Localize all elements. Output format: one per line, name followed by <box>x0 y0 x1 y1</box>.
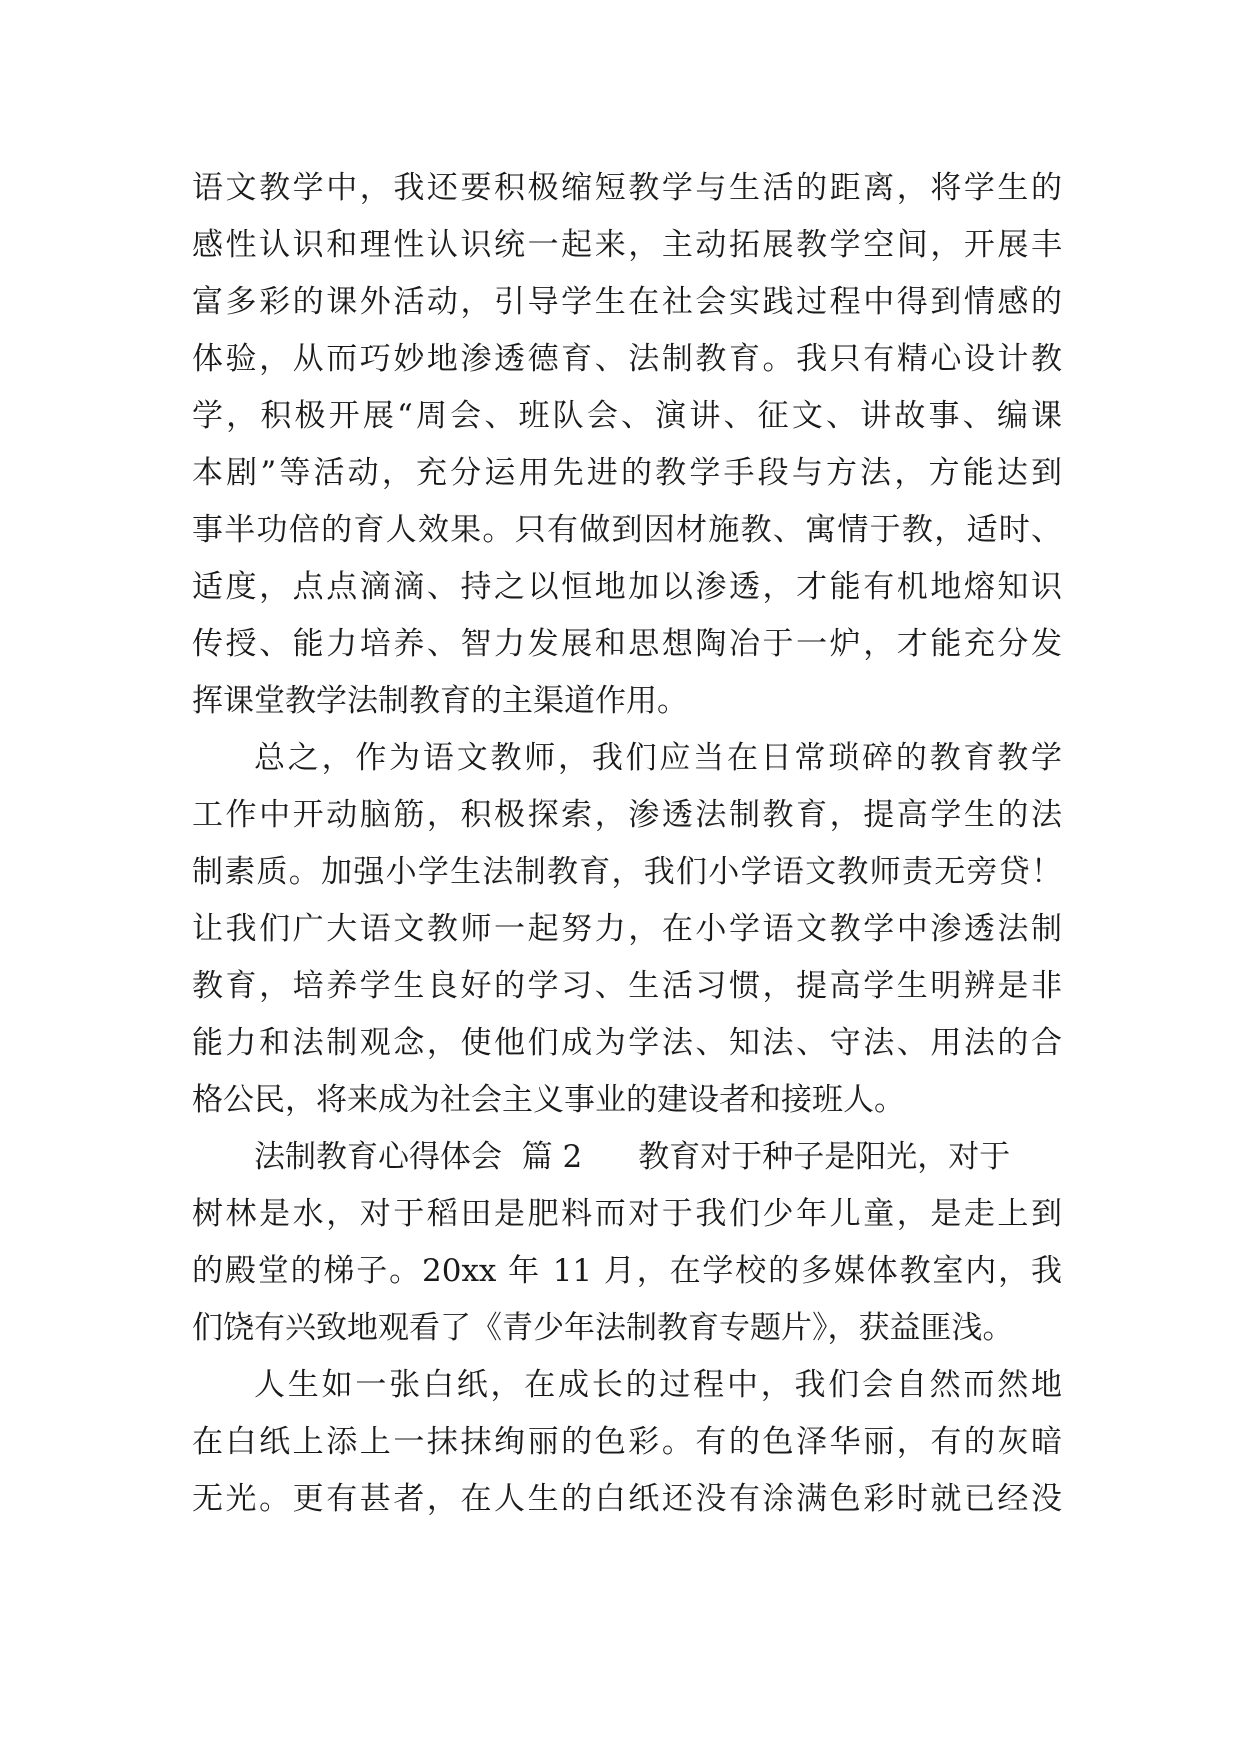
text-line: 的殿堂的梯子。20xx 年 11 月，在学校的多媒体教室内，我 <box>192 1253 1062 1289</box>
text-line: 事半功倍的育人效果。只有做到因材施教、寓情于教，适时、 <box>192 512 1062 548</box>
section-heading: 法制教育心得体会 篇 2 <box>254 1139 583 1175</box>
text-line: 工作中开动脑筋，积极探索，渗透法制教育，提高学生的法 <box>192 797 1062 833</box>
text-line: 格公民，将来成为社会主义事业的建设者和接班人。 <box>192 1082 905 1118</box>
text-line: 传授、能力培养、智力发展和思想陶冶于一炉，才能充分发 <box>192 626 1062 662</box>
text-line: 教育，培养学生良好的学习、生活习惯，提高学生明辨是非 <box>192 968 1062 1004</box>
text-line: 富多彩的课外活动，引导学生在社会实践过程中得到情感的 <box>192 284 1062 320</box>
document-body <box>192 160 1062 1528</box>
paragraph-1 <box>192 160 1062 730</box>
text-line: 本剧”等活动，充分运用先进的教学手段与方法，方能达到 <box>192 455 1062 491</box>
text-line: 制素质。加强小学生法制教育，我们小学语文教师责无旁贷！ <box>192 854 1062 890</box>
text-line: 总之，作为语文教师，我们应当在日常琐碎的教育教学 <box>254 740 1062 776</box>
paragraph-4 <box>192 1357 1062 1528</box>
text-line: 们饶有兴致地观看了《青少年法制教育专题片》，获益匪浅。 <box>192 1310 1014 1346</box>
paragraph-2 <box>192 730 1062 1129</box>
text-line: 挥课堂教学法制教育的主渠道作用。 <box>192 683 688 719</box>
text-segment: 教育对于种子是阳光，对于 <box>638 1139 1011 1175</box>
text-line: 树林是水，对于稻田是肥料而对于我们少年儿童，是走上到 <box>192 1196 1062 1232</box>
text-line: 语文教学中，我还要积极缩短教学与生活的距离，将学生的 <box>192 170 1062 206</box>
text-line: 人生如一张白纸，在成长的过程中，我们会自然而然地 <box>254 1367 1062 1403</box>
text-line: 适度，点点滴滴、持之以恒地加以渗透，才能有机地熔知识 <box>192 569 1062 605</box>
paragraph-3 <box>192 1129 1062 1357</box>
text-line: 感性认识和理性认识统一起来，主动拓展教学空间，开展丰 <box>192 227 1062 263</box>
text-line: 在白纸上添上一抹抹绚丽的色彩。有的色泽华丽，有的灰暗 <box>192 1424 1062 1460</box>
text-line: 无光。更有甚者，在人生的白纸还没有涂满色彩时就已经没 <box>192 1481 1062 1517</box>
text-line: 学，积极开展“周会、班队会、演讲、征文、讲故事、编课 <box>192 398 1062 434</box>
text-line: 让我们广大语文教师一起努力，在小学语文教学中渗透法制 <box>192 911 1062 947</box>
section-heading-line <box>192 1129 1062 1186</box>
text-line: 体验，从而巧妙地渗透德育、法制教育。我只有精心设计教 <box>192 341 1062 377</box>
text-line: 能力和法制观念，使他们成为学法、知法、守法、用法的合 <box>192 1025 1062 1061</box>
